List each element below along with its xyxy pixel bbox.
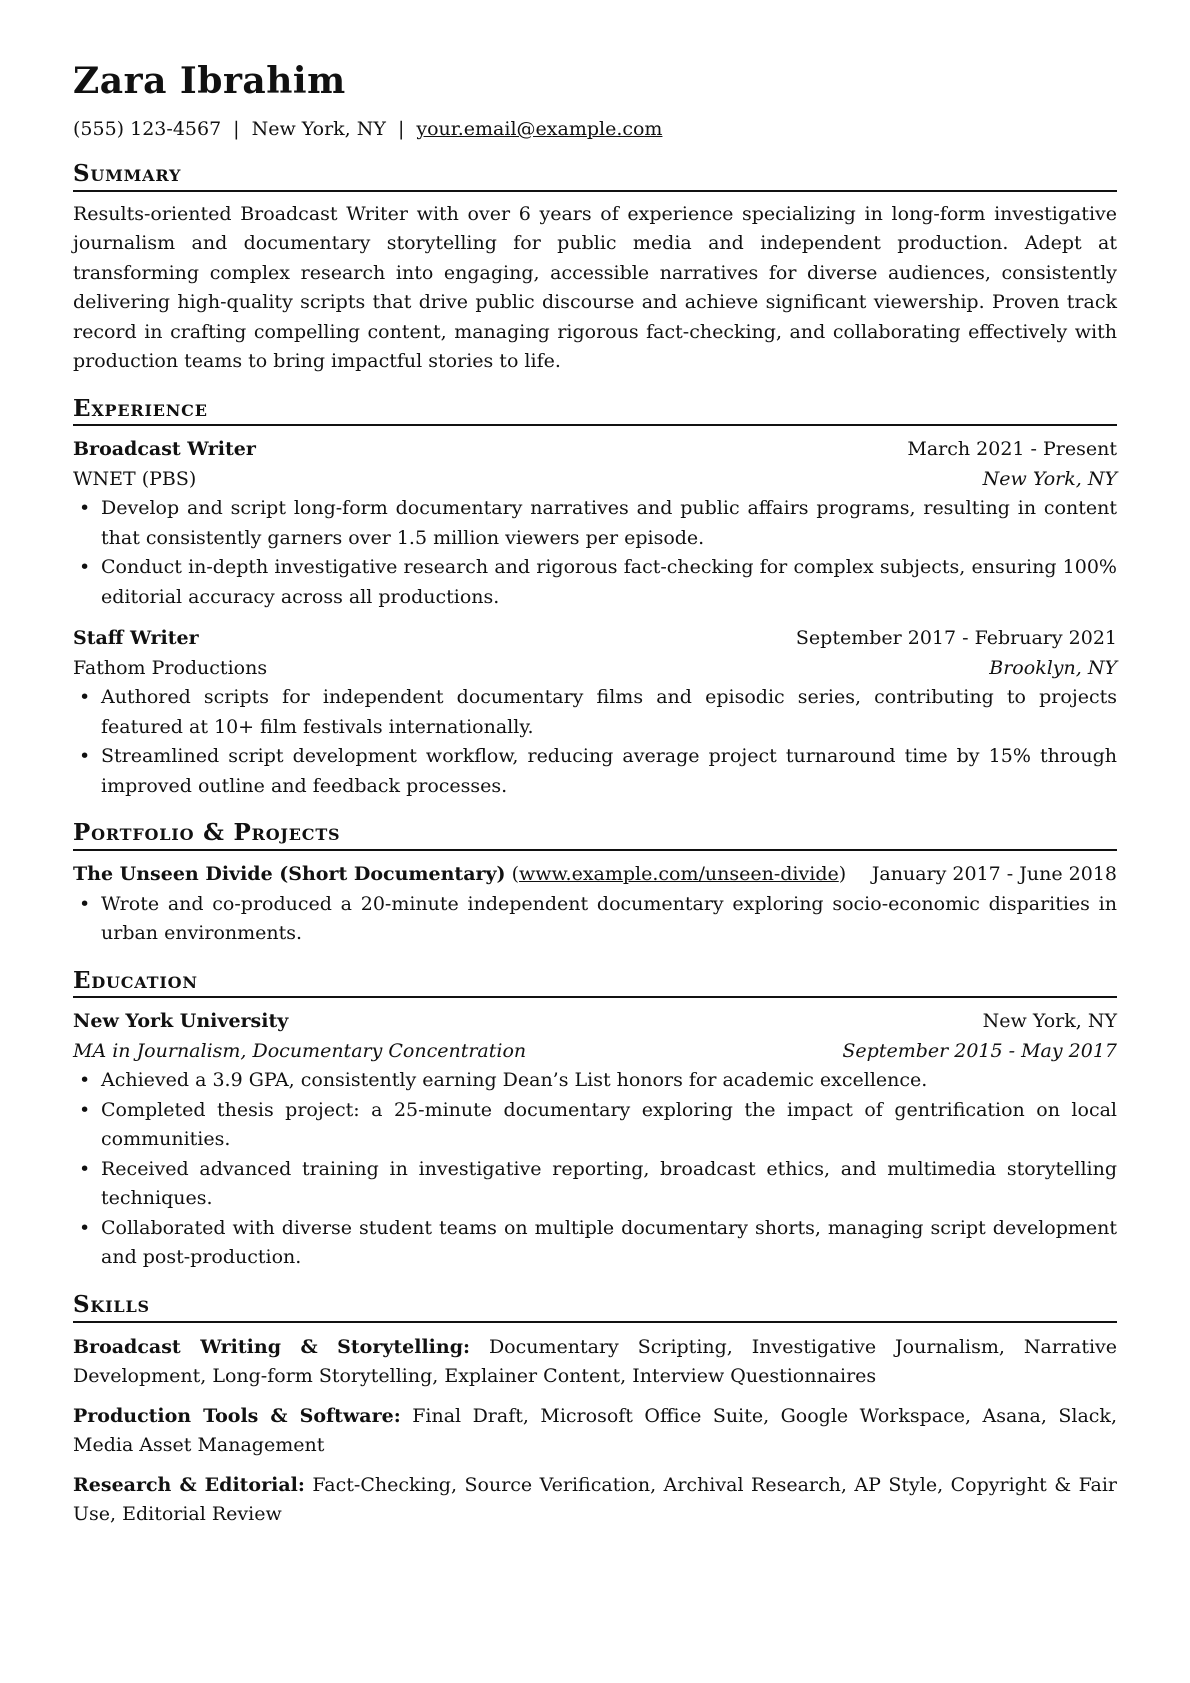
phone-number: (555) 123-4567	[73, 118, 222, 141]
summary-text: Results-oriented Broadcast Writer with over 6 years of experience specializing in long-form investigative journalism and documentary storytelling for public media and independent production. Adept at transforming complex research into engaging, accessible narratives for diverse audiences, consistently delivering high-quality scripts that drive public discourse and achieve significant viewership. Proven track record in crafting compelling content, managing rigorous fact-checking, and collaborating effectively with production teams to bring impactful stories to life.	[73, 202, 1117, 373]
project-dates: January 2017 - June 2018	[871, 863, 1117, 886]
job-dates: March 2021 - Present	[907, 438, 1117, 461]
bullet-item: • Streamlined script development workflow, reducing average project turnaround time by 15% through improved outline and feedback processes.	[73, 742, 1117, 801]
experience-section	[73, 395, 1117, 802]
contact-separator: |	[233, 118, 240, 141]
job-bullets	[73, 494, 1117, 612]
project-title-group: The Unseen Divide (Short Documentary) (www.example.com/unseen-divide)	[73, 863, 847, 886]
project-header-row	[73, 860, 1117, 890]
skill-group-label: Research & Editorial:	[73, 1473, 305, 1496]
bullet-item: • Develop and script long-form documentary narratives and public affairs programs, resulting in content that consistently garners over 1.5 million viewers per episode.	[73, 494, 1117, 553]
skill-group-items: Fact-Checking, Source Verification, Archival Research, AP Style, Copyright & Fair Use, Editorial Review	[73, 1473, 1118, 1526]
bullet-item: • Received advanced training in investigative reporting, broadcast ethics, and multimedia storytelling techniques.	[73, 1155, 1117, 1214]
experience-entry	[73, 435, 1117, 612]
skill-group	[73, 1333, 1117, 1392]
section-title-skills: Skills	[73, 1291, 1117, 1323]
job-company: Fathom Productions	[73, 656, 268, 679]
skill-group-items: Final Draft, Microsoft Office Suite, Google Workspace, Asana, Slack, Media Asset Management	[73, 1404, 1117, 1457]
project-name: The Unseen Divide (Short Documentary)	[73, 863, 506, 886]
job-location: Brooklyn, NY	[989, 656, 1117, 679]
school-row	[73, 1007, 1117, 1037]
skill-group-label: Production Tools & Software:	[73, 1404, 401, 1427]
skill-group	[73, 1402, 1117, 1461]
skill-group	[73, 1471, 1117, 1530]
contact-separator: |	[397, 118, 405, 141]
degree-name: MA in Journalism, Documentary Concentration	[73, 1039, 527, 1062]
education-section	[73, 967, 1117, 1273]
bullet-item: • Authored scripts for independent documentary films and episodic series, contributing to projects featured at 10+ film festivals internationally.	[73, 683, 1117, 742]
summary-section	[73, 160, 1117, 377]
job-company-row	[73, 654, 1117, 684]
candidate-name: Zara Ibrahim	[73, 60, 346, 102]
education-entry	[73, 1007, 1117, 1273]
contact-line	[73, 117, 1117, 142]
job-company: WNET (PBS)	[73, 467, 197, 490]
job-company-row	[73, 465, 1117, 495]
projects-section	[73, 819, 1117, 948]
bullet-item: • Conduct in-depth investigative research and rigorous fact-checking for complex subjects, ensuring 100% editorial accuracy across all productions.	[73, 553, 1117, 612]
degree-dates: September 2015 - May 2017	[842, 1039, 1117, 1062]
school-name: New York University	[73, 1010, 289, 1033]
job-dates: September 2017 - February 2021	[795, 627, 1117, 650]
skill-group-items: Documentary Scripting, Investigative Journalism, Narrative Development, Long-form Storytelling, Explainer Content, Interview Questionnaires	[73, 1335, 1118, 1388]
bullet-item: • Wrote and co-produced a 20-minute independent documentary exploring socio-economic disparities in urban environments.	[73, 890, 1117, 949]
job-role: Broadcast Writer	[73, 438, 256, 461]
bullet-item: • Achieved a 3.9 GPA, consistently earning Dean’s List honors for academic excellence.	[73, 1066, 1117, 1096]
job-location: New York, NY	[982, 467, 1117, 490]
section-title-projects: Portfolio & Projects	[73, 819, 1117, 851]
bullet-item: • Completed thesis project: a 25-minute documentary exploring the impact of gentrification on local communities.	[73, 1096, 1117, 1155]
education-bullets	[73, 1066, 1117, 1273]
job-bullets	[73, 683, 1117, 801]
job-header-row	[73, 624, 1117, 654]
project-link[interactable]: www.example.com/unseen-divide	[519, 863, 839, 886]
location-text: New York, NY	[251, 118, 386, 141]
experience-entry	[73, 624, 1117, 801]
email-link[interactable]: your.email@example.com	[416, 118, 663, 141]
job-header-row	[73, 435, 1117, 465]
section-title-summary: Summary	[73, 160, 1117, 192]
section-title-experience: Experience	[73, 395, 1117, 427]
project-bullets	[73, 890, 1117, 949]
skill-group-label: Broadcast Writing & Storytelling:	[73, 1335, 471, 1358]
degree-row	[73, 1037, 1117, 1067]
school-location: New York, NY	[982, 1010, 1117, 1033]
skills-section	[73, 1291, 1117, 1530]
job-role: Staff Writer	[73, 627, 199, 650]
section-title-education: Education	[73, 967, 1117, 999]
project-entry	[73, 860, 1117, 949]
bullet-item: • Collaborated with diverse student teams on multiple documentary shorts, managing script development and post-production.	[73, 1214, 1117, 1273]
